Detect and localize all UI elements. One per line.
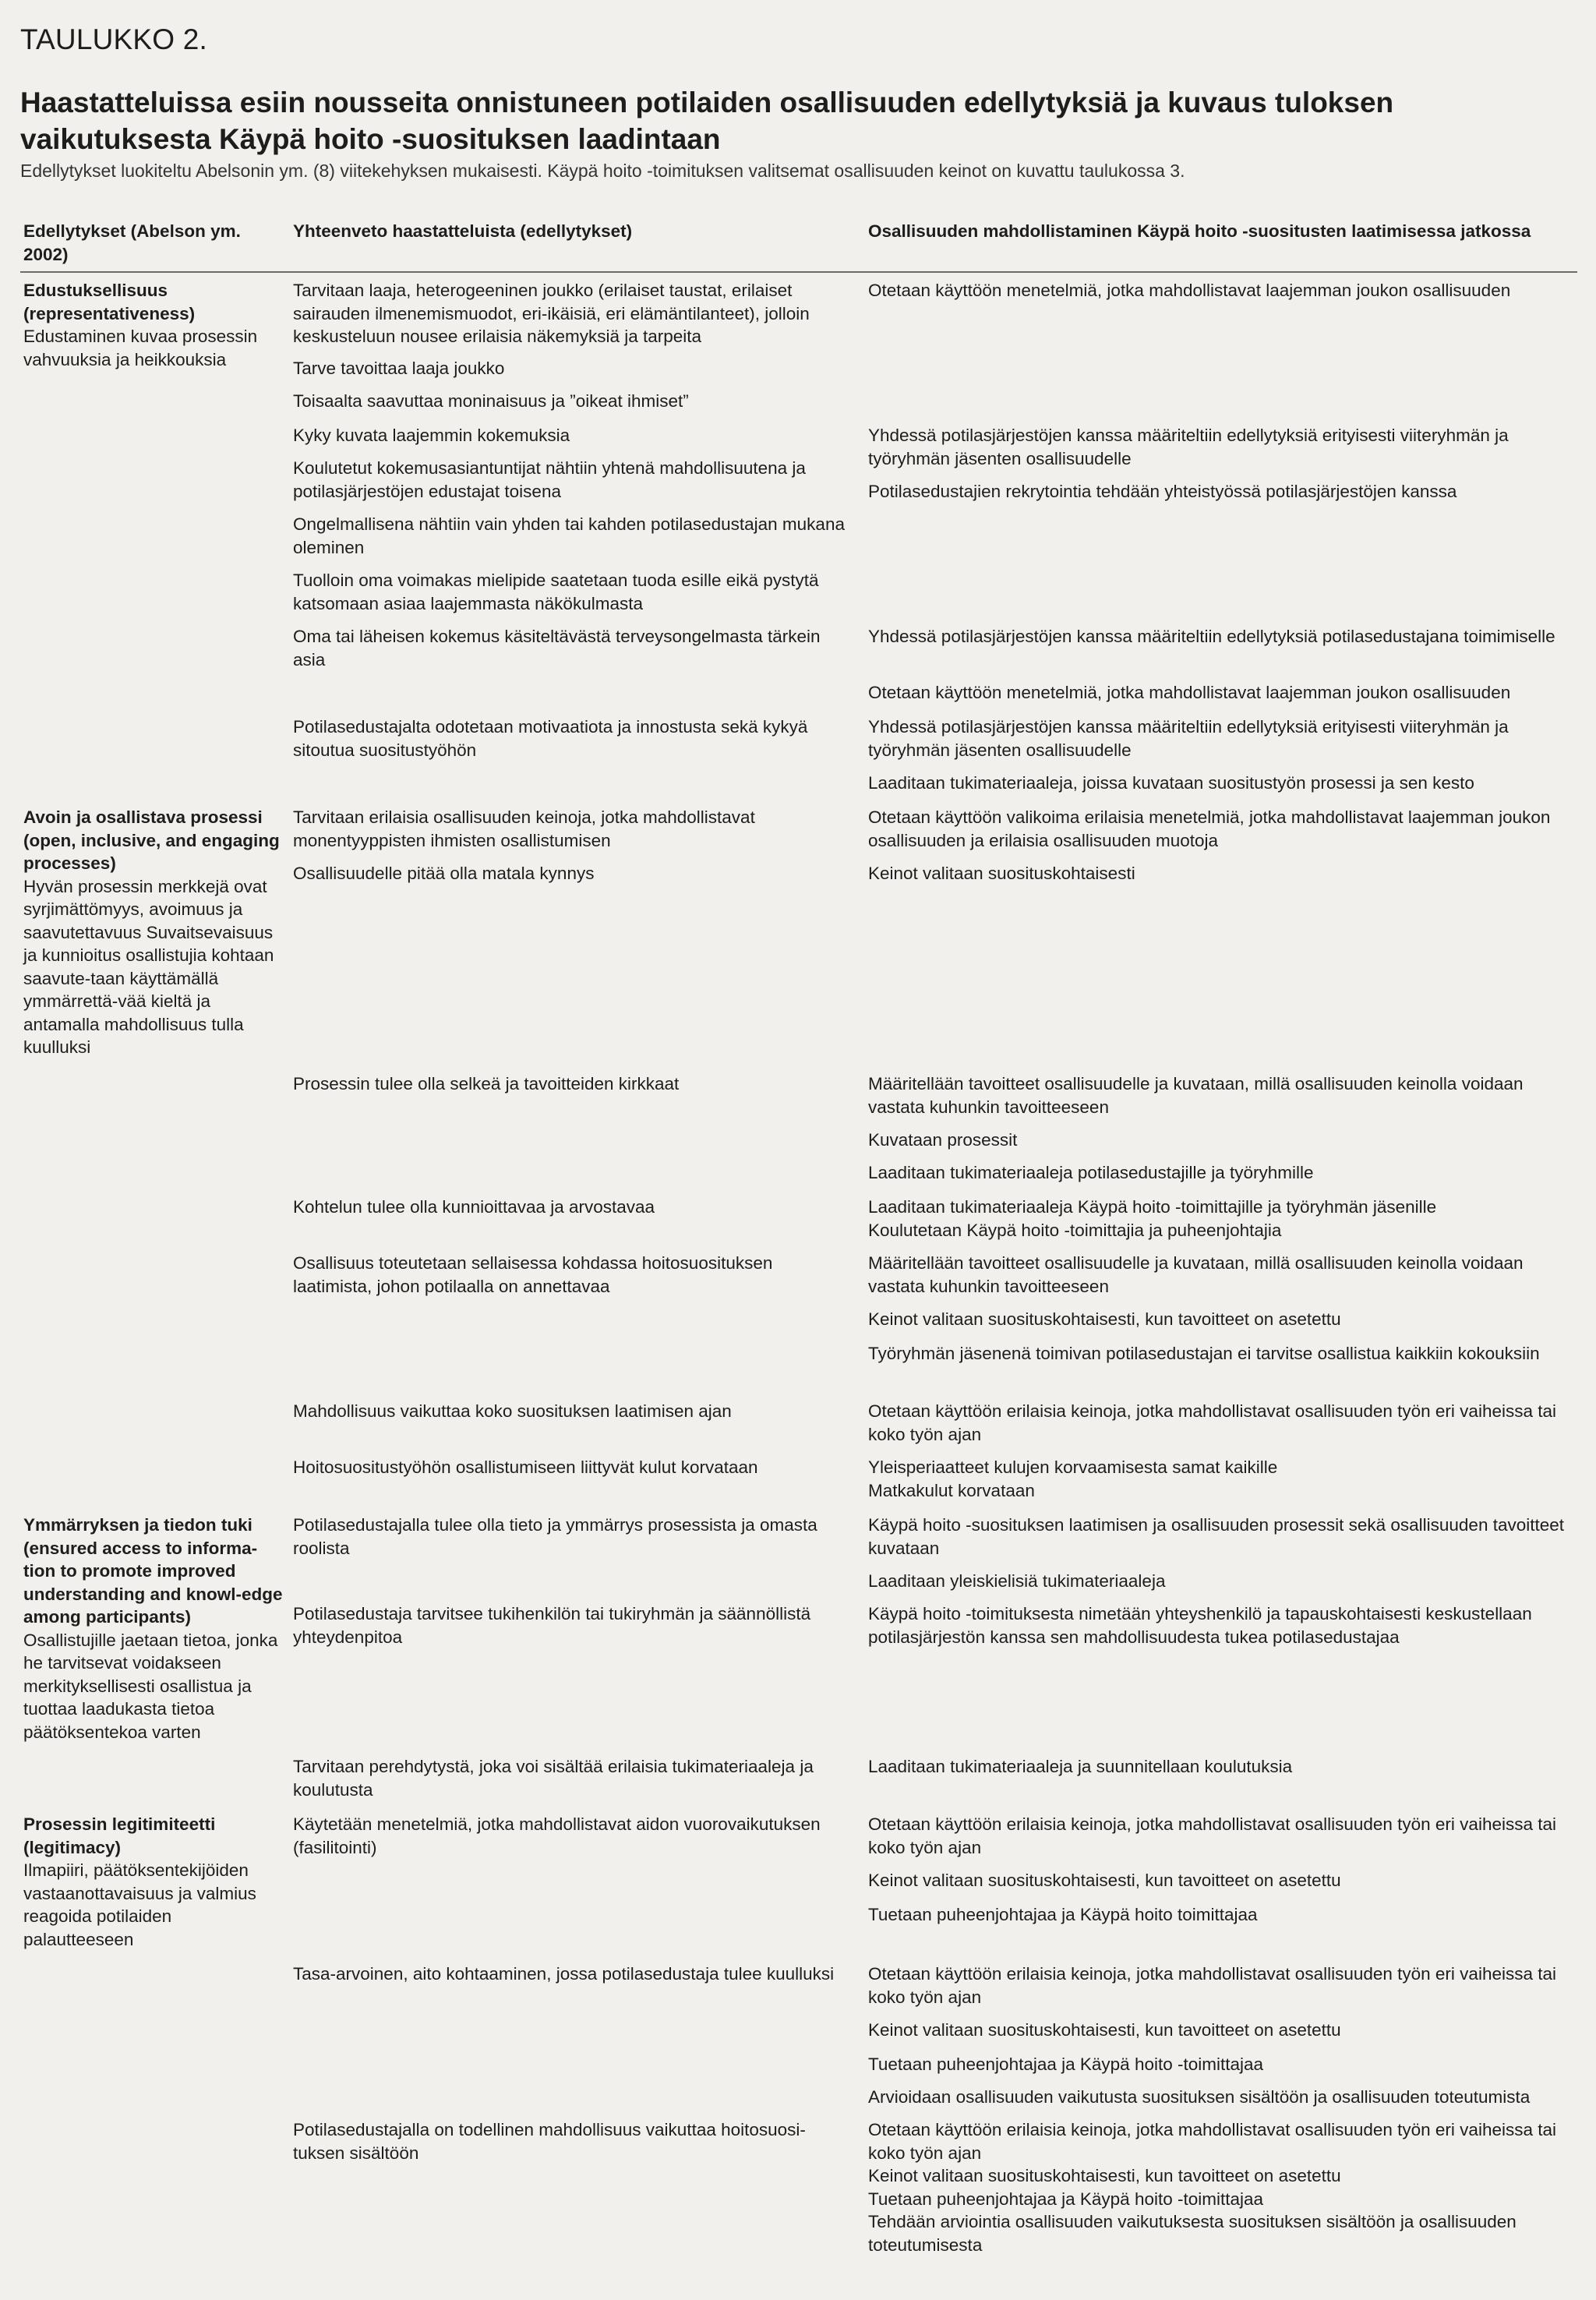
category-cell: [23, 1813, 284, 1951]
action-cell: Arvioidaan osallisuuden vaikutusta suosituksen sisältöön ja osallisuuden toteutumista: [868, 2087, 1531, 2107]
summary-cell: Tarvitaan perehdytystä, joka voi sisältää erilaisia tukimateriaaleja ja koulutusta: [293, 1757, 814, 1800]
column-header-conditions: Edellytykset (Abelson ym. 2002): [23, 221, 241, 264]
action-cell: Laaditaan tukimateriaaleja Käypä hoito -toimittajille ja työryhmän jäsenille Koulutetaan Käypä hoito -toimittajia ja puheenjohtajia: [868, 1197, 1437, 1240]
summary-cell: Toisaalta saavuttaa moninaisuus ja ”oikeat ihmiset”: [293, 391, 689, 411]
category-cell: [23, 279, 284, 371]
summary-cell: Tarve tavoittaa laaja joukko: [293, 359, 505, 378]
action-cell: Määritellään tavoitteet osallisuudelle ja kuvataan, millä osallisuuden keinolla voidaan vastata kuhunkin tavoitteeseen: [868, 1074, 1524, 1117]
action-cell: Käypä hoito -toimituksesta nimetään yhteyshenkilö ja tapauskohtaisesti keskustellaan potilasjärjestön kanssa sen mahdollisuudesta tukea potilasedustajaa: [868, 1604, 1532, 1647]
action-cell: Otetaan käyttöön erilaisia keinoja, jotka mahdollistavat osallisuuden työn eri vaiheissa tai koko työn ajan Keinot valitaan suosituskohtaisesti, kun tavoitteet on asetettu Tuetaan puheenjohtajaa ja Käypä hoito -toimittajaa Tehdään arviointia osallisuuden vaikutuksesta suosituksen sisältöön ja osallisuuden toteutumisesta: [868, 2120, 1556, 2255]
category-title: Prosessin legitimiteetti (legitimacy): [23, 1814, 216, 1857]
action-cell: Otetaan käyttöön erilaisia keinoja, jotka mahdollistavat osallisuuden työn eri vaiheissa tai koko työn ajan: [868, 1814, 1556, 1857]
action-cell: Työryhmän jäsenenä toimivan potilasedustajan ei tarvitse osallistua kaikkiin kokouksiin: [868, 1344, 1540, 1363]
summary-cell: Tasa-arvoinen, aito kohtaaminen, jossa potilasedustaja tulee kuulluksi: [293, 1964, 835, 1984]
summary-cell: Koulutetut kokemusasiantuntijat nähtiin yhtenä mahdollisuutena ja potilasjärjestöjen edustajat toisena: [293, 458, 806, 501]
action-cell: Keinot valitaan suosituskohtaisesti: [868, 864, 1135, 883]
table-label: TAULUKKO 2.: [20, 23, 208, 55]
action-cell: Otetaan käyttöön valikoima erilaisia menetelmiä, jotka mahdollistavat laajemman joukon osallisuuden ja erilaisia osallisuuden muotoja: [868, 807, 1551, 850]
summary-cell: Tuolloin oma voimakas mielipide saatetaan tuoda esille eikä pystytä katsomaan asiaa laajemmasta näkökulmasta: [293, 571, 819, 613]
table-subtitle: Edellytykset luokiteltu Abelsonin ym. (8) viitekehyksen mukaisesti. Käypä hoito -toimituksen valitsemat osallisuuden keinot on kuvattu taulukossa 3.: [20, 161, 1185, 181]
action-cell: Yhdessä potilasjärjestöjen kanssa määriteltiin edellytyksiä potilasedustajana toimimiselle: [868, 627, 1555, 646]
category-title: Avoin ja osallistava prosessi (open, inclusive, and engaging processes): [23, 807, 280, 873]
action-cell: Laaditaan yleiskielisiä tukimateriaaleja: [868, 1571, 1166, 1591]
summary-cell: Potilasedustaja tarvitsee tukihenkilön tai tukiryhmän ja säännöllistä yhteydenpitoa: [293, 1604, 811, 1647]
summary-cell: Ongelmallisena nähtiin vain yhden tai kahden potilasedustajan mukana oleminen: [293, 514, 845, 557]
summary-cell: Potilasedustajalla tulee olla tieto ja ymmärrys prosessista ja omasta roolista: [293, 1515, 817, 1558]
action-cell: Käypä hoito -suosituksen laatimisen ja osallisuuden prosessit sekä osallisuuden tavoitteet kuvataan: [868, 1515, 1565, 1558]
category-description: Hyvän prosessin merkkejä ovat syrjimättömyys, avoimuus ja saavutettavuus Suvaitsevaisuus ja kunnioitus osallistujia kohtaan saavute-taan käyttämällä ymmärrettä-vää kieltä ja antamalla mahdollisuus tulla kuulluksi: [23, 876, 274, 1057]
action-cell: Keinot valitaan suosituskohtaisesti, kun tavoitteet on asetettu: [868, 1871, 1341, 1890]
summary-cell: Oma tai läheisen kokemus käsiteltävästä terveysongelmasta tärkein asia: [293, 627, 821, 670]
summary-cell: Kyky kuvata laajemmin kokemuksia: [293, 426, 570, 445]
category-description: Edustaminen kuvaa prosessin vahvuuksia ja heikkouksia: [23, 327, 258, 369]
category-cell: [23, 1514, 284, 1744]
header-rule: [20, 271, 1577, 273]
column-header-summary: Yhteenveto haastatteluista (edellytykset): [293, 221, 633, 241]
table-header: [20, 220, 1577, 271]
category-title: Ymmärryksen ja tiedon tuki (ensured access to informa-tion to promote improved understanding and knowl-edge among participants): [23, 1515, 283, 1627]
column-header-actions: Osallisuuden mahdollistaminen Käypä hoito -suositusten laatimisessa jatkossa: [868, 221, 1531, 241]
summary-cell: Osallisuudelle pitää olla matala kynnys: [293, 864, 595, 883]
action-cell: Otetaan käyttöön menetelmiä, jotka mahdollistavat laajemman joukon osallisuuden: [868, 683, 1511, 702]
category-description: Osallistujille jaetaan tietoa, jonka he tarvitsevat voidakseen merkityksellisesti osallistua ja tuottaa laadukasta tietoa päätöksentekoa varten: [23, 1630, 278, 1742]
summary-cell: Osallisuus toteutetaan sellaisessa kohdassa hoitosuosituksen laatimista, johon potilaalla on annettavaa: [293, 1253, 773, 1296]
category-title: Edustuksellisuus (representativeness): [23, 281, 196, 323]
action-cell: Keinot valitaan suosituskohtaisesti, kun tavoitteet on asetettu: [868, 2020, 1341, 2040]
action-cell: Otetaan käyttöön erilaisia keinoja, jotka mahdollistavat osallisuuden työn eri vaiheissa tai koko työn ajan: [868, 1401, 1556, 1444]
action-cell: Keinot valitaan suosituskohtaisesti, kun tavoitteet on asetettu: [868, 1309, 1341, 1329]
action-cell: Laaditaan tukimateriaaleja ja suunnitellaan koulutuksia: [868, 1757, 1293, 1776]
summary-cell: Potilasedustajalla on todellinen mahdollisuus vaikuttaa hoitosuosi-tuksen sisältöön: [293, 2120, 806, 2163]
action-cell: Laaditaan tukimateriaaleja potilasedustajille ja työryhmille: [868, 1163, 1314, 1182]
action-cell: Laaditaan tukimateriaaleja, joissa kuvataan suositustyön prosessi ja sen kesto: [868, 773, 1474, 793]
action-cell: Tuetaan puheenjohtajaa ja Käypä hoito -toimittajaa: [868, 2054, 1264, 2074]
summary-cell: Kohtelun tulee olla kunnioittavaa ja arvostavaa: [293, 1197, 655, 1217]
summary-cell: Potilasedustajalta odotetaan motivaatiota ja innostusta sekä kykyä sitoutua suositustyöhön: [293, 717, 808, 760]
summary-cell: Käytetään menetelmiä, jotka mahdollistavat aidon vuorovaikutuksen (fasilitointi): [293, 1814, 821, 1857]
summary-cell: Mahdollisuus vaikuttaa koko suosituksen laatimisen ajan: [293, 1401, 732, 1421]
action-cell: Otetaan käyttöön erilaisia keinoja, jotka mahdollistavat osallisuuden työn eri vaiheissa tai koko työn ajan: [868, 1964, 1556, 2007]
action-cell: Määritellään tavoitteet osallisuudelle ja kuvataan, millä osallisuuden keinolla voidaan vastata kuhunkin tavoitteeseen: [868, 1253, 1524, 1296]
action-cell: Yhdessä potilasjärjestöjen kanssa määriteltiin edellytyksiä erityisesti viiteryhmän ja työryhmän jäsenten osallisuudelle: [868, 426, 1509, 468]
action-cell: Potilasedustajien rekrytointia tehdään yhteistyössä potilasjärjestöjen kanssa: [868, 482, 1457, 501]
summary-cell: Tarvitaan laaja, heterogeeninen joukko (erilaiset taustat, erilaiset sairauden ilmenemismuodot, eri-ikäisiä, eri elämäntilanteet), jolloin keskusteluun nousee erilaisia näkemyksiä ja tarpeita: [293, 281, 810, 346]
table-title: Haastatteluissa esiin nousseita onnistuneen potilaiden osallisuuden edellytyksiä ja kuvaus tuloksen vaikutuksesta Käypä hoito -suosituksen laadintaan: [20, 87, 1394, 155]
action-cell: Tuetaan puheenjohtajaa ja Käypä hoito toimittajaa: [868, 1905, 1258, 1924]
action-cell: Yleisperiaatteet kulujen korvaamisesta samat kaikille Matkakulut korvataan: [868, 1457, 1278, 1500]
category-description: Ilmapiiri, päätöksentekijöiden vastaanottavaisuus ja valmius reagoida potilaiden palautteeseen: [23, 1860, 256, 1949]
action-cell: Kuvataan prosessit: [868, 1130, 1018, 1150]
summary-cell: Prosessin tulee olla selkeä ja tavoitteiden kirkkaat: [293, 1074, 680, 1093]
action-cell: Otetaan käyttöön menetelmiä, jotka mahdollistavat laajemman joukon osallisuuden: [868, 281, 1511, 300]
summary-cell: Tarvitaan erilaisia osallisuuden keinoja, jotka mahdollistavat monentyyppisten ihmisten osallistumisen: [293, 807, 755, 850]
category-cell: [23, 806, 284, 1059]
summary-cell: Hoitosuositustyöhön osallistumiseen liittyvät kulut korvataan: [293, 1457, 758, 1477]
action-cell: Yhdessä potilasjärjestöjen kanssa määriteltiin edellytyksiä erityisesti viiteryhmän ja työryhmän jäsenten osallisuudelle: [868, 717, 1509, 760]
